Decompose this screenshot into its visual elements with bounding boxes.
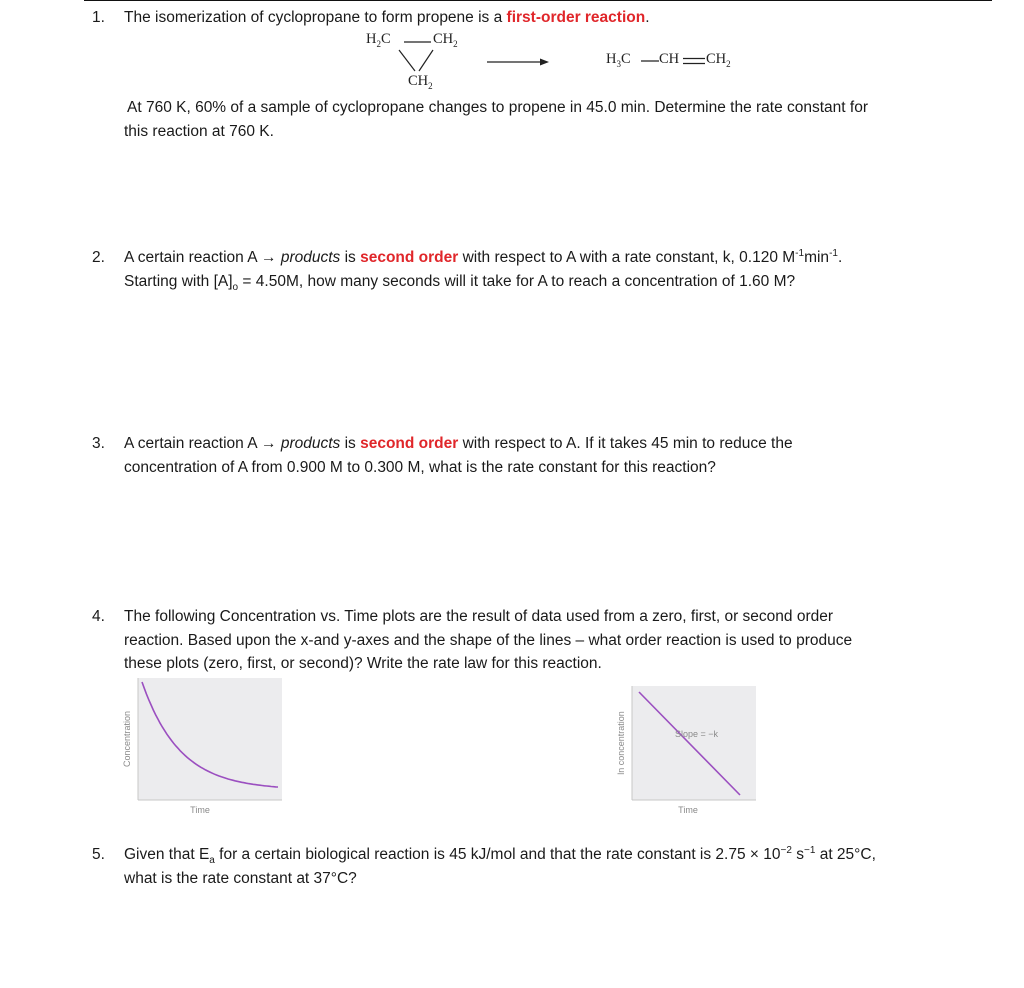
q4-line1: The following Concentration vs. Time plots are the result of data used from a zero, first, or second order	[124, 608, 834, 625]
q2-line2: Starting with $[A]_o = 4.50M$, how many seconds will it take for A to reach a concentration of 1.60 M?	[124, 273, 796, 294]
cyclopropane-bottom-group: $CH_2$	[408, 73, 433, 91]
plot1-x-label: Time	[190, 805, 210, 815]
q1-text-end: .	[645, 9, 650, 26]
plot2-x-label: Time	[678, 805, 698, 815]
plot-background	[138, 678, 282, 800]
q1-body-line2: this reaction at 760 K.	[124, 123, 274, 140]
propene-ch: CH	[659, 51, 680, 67]
q1-body-line1: At 760 K, 60% of a sample of cyclopropane changes to propene in 45.0 min. Determine the rate constant for	[127, 99, 868, 116]
propene-ch2: $CH_2$	[706, 51, 731, 69]
cyclopropane-right-group: $CH_2$	[433, 31, 458, 49]
q1-highlight: first-order reaction	[506, 9, 646, 26]
arrow-icon: →	[261, 249, 277, 266]
q4-number: 4.	[92, 608, 105, 625]
propene-methyl: $H_3C$	[606, 51, 631, 69]
arrow-icon: →	[261, 435, 277, 452]
q3-highlight: second order	[360, 435, 459, 452]
q3-number: 3.	[92, 435, 105, 452]
plot1-y-label: Concentration	[122, 710, 132, 768]
cyclopropane-left-group: $H_2C$	[366, 31, 391, 49]
q3-line1: A certain reaction A → products is second order with respect to A. If it takes 45 min to reduce the	[124, 435, 793, 452]
q5-number: 5.	[92, 846, 105, 863]
q2-line1: A certain reaction A → products is second order with respect to A with a rate constant, k, 0.120 $M^{-1}\min^{-1}$.	[124, 247, 843, 266]
q5-line1: Given that $E_a$ for a certain biological reaction is 45 kJ/mol and that the rate constant is $2.75 \times 10^{-2}$ $s^{-1}$ at 25°C,	[124, 844, 876, 867]
q4-line3: these plots (zero, first, or second)? Write the rate law for this reaction.	[124, 655, 602, 672]
plot2-y-label: ln concentration	[616, 711, 626, 775]
q1-text: The isomerization of cyclopropane to form propene is a	[124, 9, 507, 26]
q2-highlight: second order	[360, 249, 459, 266]
q3-line2: concentration of A from 0.900 M to 0.300 M, what is the rate constant for this reaction?	[124, 459, 716, 476]
concentration-plot	[120, 676, 290, 822]
ln-concentration-plot	[612, 684, 762, 824]
q5-line2: what is the rate constant at 37°C?	[124, 870, 357, 887]
q4-line2: reaction. Based upon the x-and y-axes and the shape of the lines – what order reaction is used to produce	[124, 632, 853, 649]
q1-number: 1.	[92, 9, 105, 26]
slope-annotation: Slope = −k	[675, 729, 719, 739]
q2-number: 2.	[92, 249, 105, 266]
